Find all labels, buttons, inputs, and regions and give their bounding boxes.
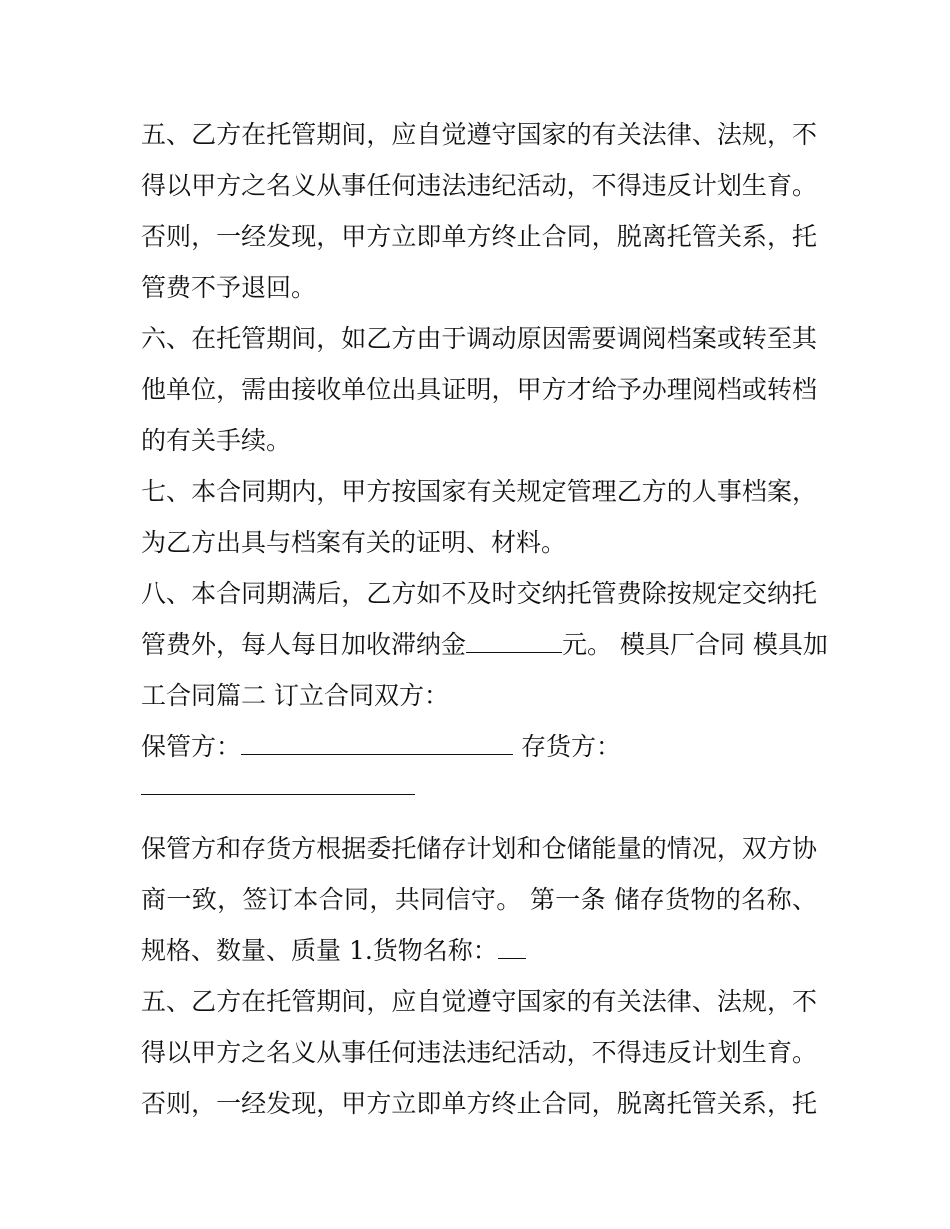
- text-line: 得以甲方之名义从事任何违法违纪活动，不得违反计划生育。: [141, 171, 817, 200]
- contract-text: [141, 109, 828, 1129]
- text-line: 的有关手续。: [141, 426, 292, 455]
- parties-line: [141, 721, 817, 772]
- text-line: 为乙方出具与档案有关的证明、材料。: [141, 528, 567, 557]
- text-line: 五、乙方在托管期间，应自觉遵守国家的有关法律、法规，不: [141, 987, 817, 1016]
- custodian-label: 保管方：: [141, 732, 242, 761]
- text-line: 否则，一经发现，甲方立即单方终止合同，脱离托管关系，托: [141, 1089, 817, 1118]
- goods-name-blank: [498, 932, 526, 959]
- goods-name-prefix: 规格、数量、质量 1.货物名称：: [141, 936, 498, 965]
- late-fee-line: [141, 619, 828, 670]
- text-line: 得以甲方之名义从事任何违法违纪活动，不得违反计划生育。: [141, 1038, 817, 1067]
- custodian-blank: [241, 728, 513, 755]
- text-line: 否则，一经发现，甲方立即单方终止合同，脱离托管关系，托: [141, 222, 817, 251]
- section-header-line: 工合同篇二 订立合同双方：: [141, 681, 449, 710]
- text-line: 保管方和存货方根据委托储存计划和仓储能量的情况，双方协: [141, 834, 817, 863]
- late-fee-blank: [466, 626, 562, 653]
- depositor-label: 存货方：: [520, 732, 621, 761]
- text-line: 管费不予退回。: [141, 273, 317, 302]
- depositor-blank: [141, 794, 415, 795]
- late-fee-prefix: 管费外，每人每日加收滞纳金: [141, 630, 467, 659]
- goods-name-line: [141, 925, 817, 976]
- text-line: 八、本合同期满后，乙方如不及时交纳托管费除按规定交纳托: [141, 579, 817, 608]
- text-line: 商一致，签订本合同，共同信守。 第一条 储存货物的名称、: [141, 885, 817, 914]
- text-line: 五、乙方在托管期间，应自觉遵守国家的有关法律、法规，不: [141, 120, 817, 149]
- depositor-blank-line: [141, 772, 817, 823]
- text-line: 六、在托管期间，如乙方由于调动原因需要调阅档案或转至其: [141, 324, 817, 353]
- text-line: 七、本合同期内，甲方按国家有关规定管理乙方的人事档案，: [141, 477, 817, 506]
- late-fee-suffix: 元。 模具厂合同 模具加: [562, 630, 828, 659]
- text-line: 他单位，需由接收单位出具证明，甲方才给予办理阅档或转档: [141, 375, 817, 404]
